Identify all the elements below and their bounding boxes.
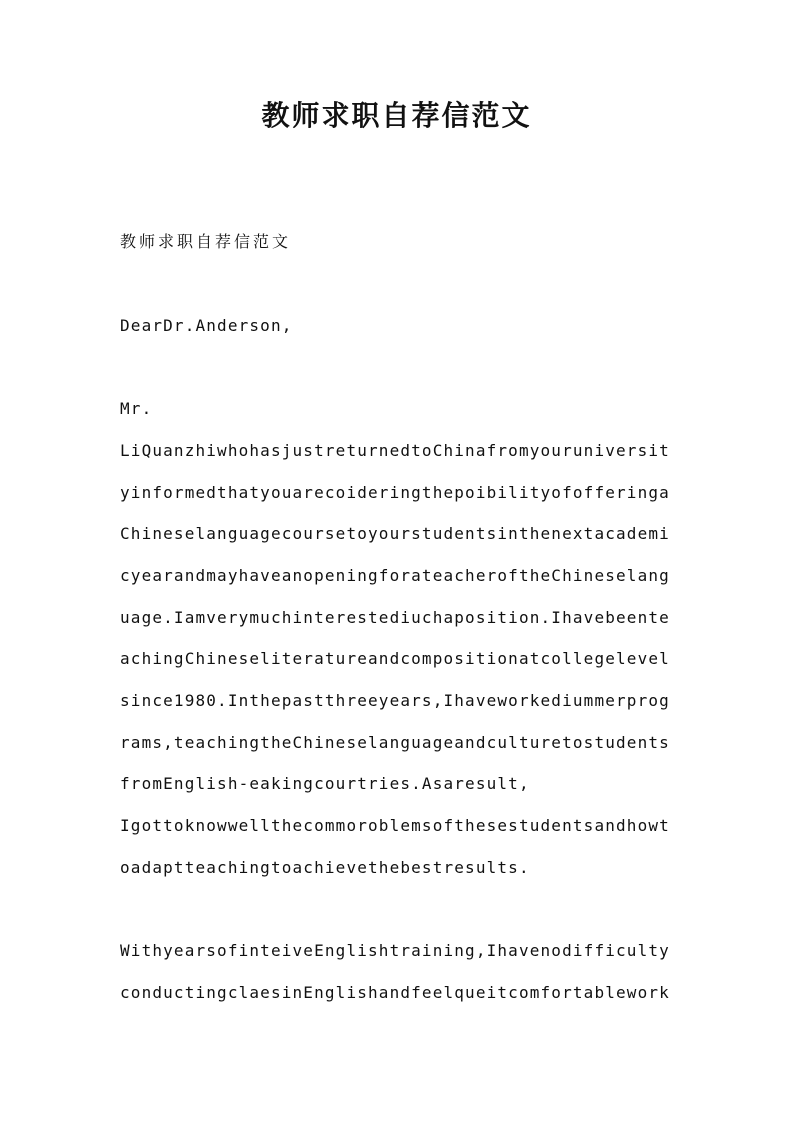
paragraph-line: oadaptteachingtoachievethebestresults. <box>120 858 530 877</box>
paragraph-line: WithyearsofinteiveEnglishtraining,Ihavenodifficulty <box>120 941 670 960</box>
paragraph-line: rams,teachingtheChineselanguageandculturetostudents <box>120 733 670 752</box>
paragraph-line: conductingclaesinEnglishandfeelqueitcomfortablework <box>120 983 670 1002</box>
paragraph-line: Igottoknowwellthecommoroblemsofthesestudentsandhowt <box>120 816 670 835</box>
paragraph-line: uage.Iamverymuchinterestediuchaposition.Ihavebeente <box>120 608 670 627</box>
paragraph-line: yinformedthatyouarecoideringthepoibilityofofferinga <box>120 483 670 502</box>
paragraph-line: since1980.Inthepastthreeyears,Ihaveworkediummerprog <box>120 691 670 710</box>
paragraph-line: fromEnglish-eakingcourtries.Asaresult, <box>120 774 530 793</box>
paragraph-line: achingChineseliteratureandcompositionatcollegelevel <box>120 649 670 668</box>
paragraph-line: Chineselanguagecoursetoyourstudentsinthenextacademi <box>120 524 670 543</box>
paragraph-line: LiQuanzhiwhohasjustreturnedtoChinafromyouruniversit <box>120 441 670 460</box>
document-title: 教师求职自荐信范文 <box>261 99 532 132</box>
document-subtitle: 教师求职自荐信范文 <box>120 232 292 251</box>
paragraph-line: Mr. <box>120 399 153 418</box>
salutation: DearDr.Anderson, <box>120 316 293 335</box>
paragraph-line: cyearandmayhaveanopeningforateacheroftheChineselang <box>120 566 670 585</box>
